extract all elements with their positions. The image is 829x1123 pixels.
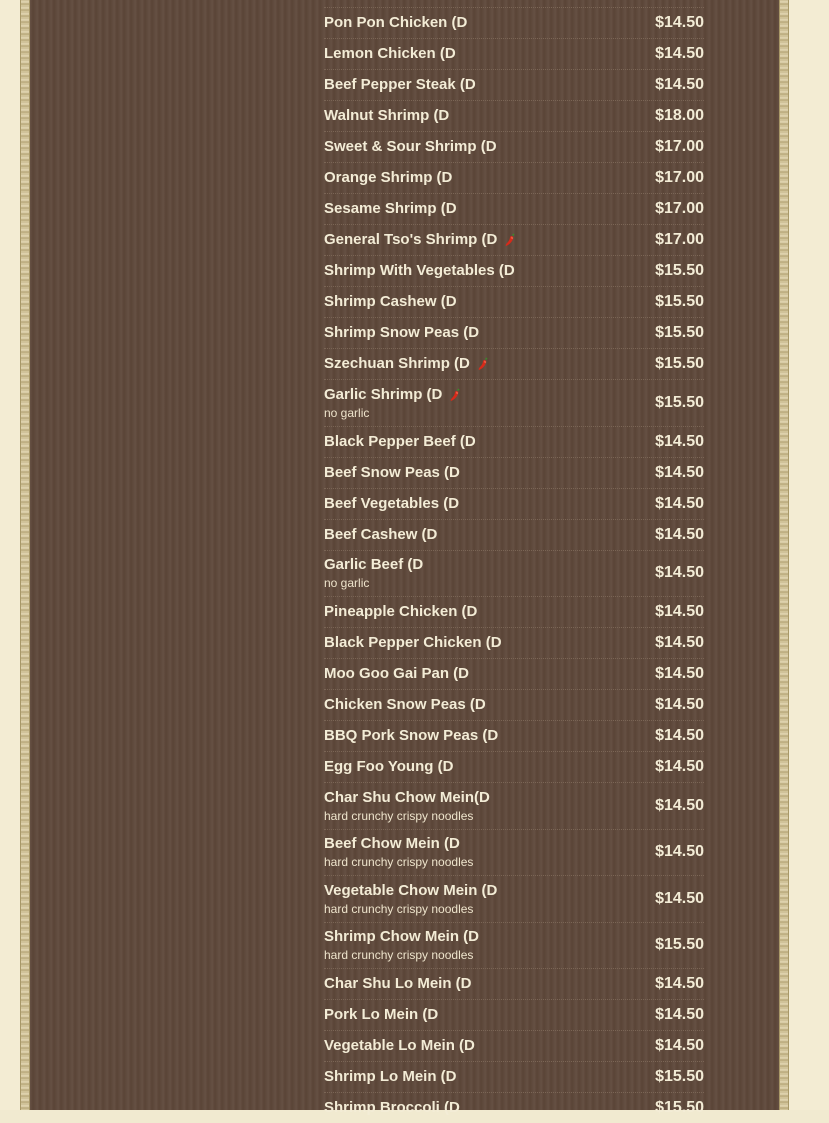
menu-item-info — [324, 603, 477, 621]
menu-item-name-text: Black Pepper Beef (D — [324, 432, 476, 450]
menu-item-name-text: Chicken Snow Peas (D — [324, 696, 486, 713]
menu-item-info — [324, 138, 497, 156]
menu-item-name-text: Sweet & Sour Shrimp (D — [324, 138, 497, 155]
menu-item-name-text: Vegetable Lo Mein (D — [324, 1037, 475, 1054]
menu-item-info — [324, 526, 437, 544]
menu-item-name-text: General Tso's Shrimp (D — [324, 231, 498, 248]
menu-item-name-text: Pork Lo Mein (D — [324, 1006, 439, 1023]
chili-pepper-icon — [503, 233, 517, 247]
menu-item-name — [324, 556, 423, 574]
menu-item[interactable] — [324, 7, 704, 38]
menu-item[interactable] — [324, 829, 704, 876]
menu-item-price: $14.50 — [655, 889, 704, 907]
menu-item-info — [324, 433, 476, 451]
menu-item-name — [324, 433, 476, 451]
menu-item-name-text: Char Shu Chow Mein(D — [324, 788, 490, 806]
menu-item-name-text: Beef Chow Mein (D — [324, 835, 460, 853]
decorative-border-left — [20, 0, 30, 1110]
menu-item-info — [324, 1037, 475, 1055]
menu-item-name — [324, 293, 457, 311]
menu-item-info — [324, 789, 490, 823]
menu-item-name-text: Szechuan Shrimp (D — [324, 355, 470, 372]
menu-item-info — [324, 975, 472, 993]
decorative-border-right — [779, 0, 789, 1110]
menu-item-name — [324, 324, 479, 342]
menu-item-name — [324, 975, 472, 993]
menu-item-info — [324, 262, 515, 280]
menu-item-info — [324, 882, 497, 916]
menu-item-info — [324, 464, 460, 482]
menu-item-name-text: Garlic Beef (D — [324, 556, 424, 574]
menu-item-name — [324, 1099, 460, 1117]
menu-item-description: hard crunchy crispy noodles — [324, 808, 474, 823]
chili-pepper-icon — [476, 357, 490, 371]
menu-item-info — [324, 928, 479, 962]
menu-item-name — [324, 45, 456, 63]
menu-item-name-text: Beef Vegetables (D — [324, 494, 460, 512]
menu-item-price: $17.00 — [655, 200, 704, 217]
menu-item-name-text: Shrimp Chow Mein (D — [324, 928, 479, 946]
menu-item-description: no garlic — [324, 576, 370, 591]
menu-item-name-text: BBQ Pork Snow Peas (D — [324, 727, 499, 744]
menu-item-price: $14.50 — [655, 758, 704, 775]
menu-item[interactable] — [324, 550, 704, 597]
chili-pepper-icon — [448, 388, 462, 402]
menu-item-info — [324, 495, 459, 513]
menu-item-price: $14.50 — [655, 1037, 704, 1054]
menu-item-name — [324, 665, 469, 683]
menu-item-name-text: Char Shu Lo Mein (D — [324, 975, 472, 992]
menu-item-price: $14.50 — [655, 463, 704, 481]
menu-item-name — [324, 200, 457, 218]
menu-item-info — [324, 76, 476, 94]
menu-item[interactable] — [324, 782, 704, 829]
menu-item-price: $14.50 — [655, 727, 704, 744]
menu-item-price: $17.00 — [655, 231, 704, 248]
menu-item-price: $14.50 — [655, 45, 704, 62]
menu-item-price: $15.50 — [655, 355, 704, 372]
menu-item-name-text: Shrimp Broccoli (D — [324, 1099, 460, 1116]
menu-item-name-text: Shrimp Snow Peas (D — [324, 324, 480, 341]
menu-item-name — [324, 634, 502, 652]
menu-item-info — [324, 107, 449, 125]
menu-item-name — [324, 789, 490, 807]
menu-item-price: $14.50 — [655, 634, 704, 651]
menu-item-price: $14.50 — [655, 796, 704, 814]
menu-item-name-text: Shrimp Lo Mein (D — [324, 1068, 457, 1085]
menu-item-name — [324, 727, 498, 745]
menu-item-info — [324, 14, 467, 32]
menu-item[interactable] — [324, 100, 704, 131]
menu-item-description: no garlic — [324, 405, 370, 420]
menu-item-info — [324, 45, 456, 63]
menu-item-name — [324, 882, 497, 900]
menu-item-price: $17.00 — [655, 138, 704, 155]
menu-item-name-text: Walnut Shrimp (D — [324, 107, 450, 124]
menu-item-price: $15.50 — [655, 1099, 704, 1116]
menu-item[interactable] — [324, 162, 704, 193]
menu-item[interactable] — [324, 193, 704, 224]
menu-item-name — [324, 138, 497, 156]
menu-item-name — [324, 835, 473, 853]
menu-item-name-text: Pon Pon Chicken (D — [324, 14, 468, 31]
menu-item-info — [324, 293, 457, 311]
menu-item-info — [324, 386, 462, 420]
menu-item-name-text: Moo Goo Gai Pan (D — [324, 665, 469, 682]
menu-item-price: $18.00 — [655, 107, 704, 124]
menu-panel — [30, 0, 779, 1116]
menu-item-name — [324, 169, 452, 187]
menu-item[interactable] — [324, 426, 704, 457]
page-margin-right — [789, 0, 829, 1110]
menu-item[interactable] — [324, 348, 704, 379]
menu-item[interactable] — [324, 1092, 704, 1123]
menu-item-price: $17.00 — [655, 169, 704, 186]
menu-item-price: $14.50 — [655, 14, 704, 31]
menu-item[interactable] — [324, 317, 704, 348]
menu-item-name — [324, 603, 477, 621]
menu-item-name — [324, 464, 460, 482]
menu-item-price: $15.50 — [655, 293, 704, 310]
menu-item-info — [324, 727, 498, 745]
menu-item-name-text: Shrimp With Vegetables (D — [324, 262, 515, 279]
menu-item-info — [324, 665, 469, 683]
menu-item-price: $15.50 — [655, 1068, 704, 1085]
menu-list — [324, 0, 704, 1123]
menu-item[interactable] — [324, 38, 704, 69]
menu-item-name-text: Vegetable Chow Mein (D — [324, 881, 498, 899]
menu-item-name-text: Beef Snow Peas (D — [324, 463, 460, 481]
menu-item-info — [324, 758, 453, 776]
menu-item-info — [324, 556, 423, 590]
menu-item-name-text: Lemon Chicken (D — [324, 45, 456, 62]
menu-item-price: $14.50 — [655, 494, 704, 512]
menu-item-name — [324, 526, 437, 544]
menu-item-name — [324, 231, 517, 249]
menu-item[interactable] — [324, 596, 704, 627]
menu-item-info — [324, 231, 517, 249]
menu-item-price: $14.50 — [655, 843, 704, 861]
menu-item-info — [324, 1006, 438, 1024]
menu-item[interactable] — [324, 999, 704, 1030]
menu-item-info — [324, 324, 479, 342]
menu-item-info — [324, 1099, 460, 1117]
menu-item-price: $15.50 — [655, 936, 704, 954]
menu-item-name — [324, 107, 449, 125]
menu-item-description: hard crunchy crispy noodles — [324, 948, 474, 963]
menu-item[interactable] — [324, 627, 704, 658]
menu-item-description: hard crunchy crispy noodles — [324, 855, 474, 870]
menu-item-name-text: Beef Cashew (D — [324, 525, 438, 543]
menu-item[interactable] — [324, 1030, 704, 1061]
menu-item-price: $15.50 — [655, 393, 704, 411]
menu-item-name-text: Egg Foo Young (D — [324, 758, 454, 775]
menu-item[interactable] — [324, 286, 704, 317]
menu-item-name — [324, 1037, 475, 1055]
menu-item[interactable] — [324, 689, 704, 720]
menu-item-price: $14.50 — [655, 1006, 704, 1023]
menu-item[interactable] — [324, 1061, 704, 1092]
menu-item-info — [324, 169, 452, 187]
menu-item-price: $14.50 — [655, 696, 704, 713]
menu-item-name — [324, 355, 490, 373]
menu-item[interactable] — [324, 519, 704, 550]
menu-item[interactable] — [324, 224, 704, 255]
menu-item-price: $14.50 — [655, 564, 704, 582]
menu-item-name — [324, 1006, 438, 1024]
menu-item-name — [324, 14, 467, 32]
menu-item-price: $14.50 — [655, 432, 704, 450]
menu-item-name-text: Orange Shrimp (D — [324, 169, 453, 186]
menu-item-name-text: Black Pepper Chicken (D — [324, 634, 502, 651]
menu-item[interactable] — [324, 69, 704, 100]
menu-item-info — [324, 696, 486, 714]
menu-item-info — [324, 200, 457, 218]
menu-item[interactable] — [324, 0, 704, 7]
menu-item[interactable] — [324, 922, 704, 969]
menu-item-info — [324, 835, 473, 869]
menu-item-name — [324, 1068, 457, 1086]
menu-item-name-text: Garlic Shrimp (D — [324, 385, 443, 403]
menu-item-info — [324, 1068, 457, 1086]
menu-item-price: $14.50 — [655, 665, 704, 682]
menu-item[interactable] — [324, 875, 704, 922]
menu-item-name — [324, 758, 453, 776]
menu-item-info — [324, 355, 490, 373]
menu-item-name-text: Beef Pepper Steak (D — [324, 76, 476, 93]
menu-item-description: hard crunchy crispy noodles — [324, 901, 474, 916]
menu-item[interactable] — [324, 658, 704, 689]
menu-item-price: $14.50 — [655, 525, 704, 543]
menu-item-name — [324, 928, 479, 946]
menu-item-info — [324, 634, 502, 652]
menu-item[interactable] — [324, 720, 704, 751]
menu-item[interactable] — [324, 457, 704, 488]
menu-item-name-text: Shrimp Cashew (D — [324, 293, 457, 310]
menu-item-price: $14.50 — [655, 603, 704, 620]
menu-item-name — [324, 262, 515, 280]
menu-item-name — [324, 76, 476, 94]
menu-item[interactable] — [324, 968, 704, 999]
menu-item[interactable] — [324, 751, 704, 782]
menu-item-name — [324, 386, 462, 404]
menu-item-price: $15.50 — [655, 262, 704, 279]
menu-item-name-text: Sesame Shrimp (D — [324, 200, 457, 217]
menu-item[interactable] — [324, 255, 704, 286]
menu-item-name-text: Pineapple Chicken (D — [324, 603, 478, 620]
menu-item-price: $15.50 — [655, 324, 704, 341]
menu-item[interactable] — [324, 131, 704, 162]
menu-item-name — [324, 495, 459, 513]
menu-item-name — [324, 696, 486, 714]
menu-item[interactable] — [324, 488, 704, 519]
menu-item-price: $14.50 — [655, 76, 704, 93]
menu-item[interactable] — [324, 379, 704, 426]
menu-item-price: $14.50 — [655, 975, 704, 992]
page-margin-left — [0, 0, 20, 1110]
